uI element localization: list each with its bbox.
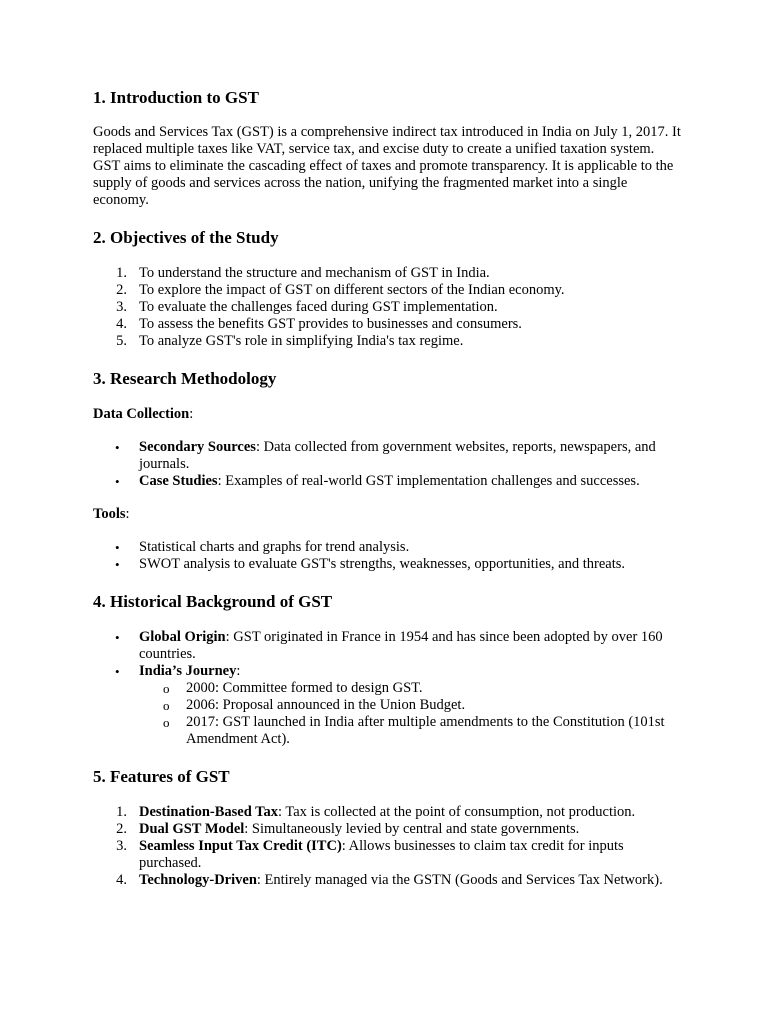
section-heading-methodology: 3. Research Methodology — [93, 369, 277, 388]
section-heading-introduction: 1. Introduction to GST — [93, 88, 259, 107]
list-item-text: : Data collected from government websites, reports, newspapers, and journals. — [139, 439, 656, 472]
data-collection-list — [93, 439, 683, 490]
list-item — [93, 838, 683, 872]
india-timeline-list — [139, 680, 683, 748]
list-item — [93, 439, 683, 473]
list-item-text: To evaluate the challenges faced during GST implementation. — [139, 299, 498, 315]
list-number: 4. — [116, 316, 127, 332]
list-item-term: Case Studies — [139, 473, 218, 489]
section-heading-objectives: 2. Objectives of the Study — [93, 228, 279, 247]
list-item — [93, 556, 683, 573]
list-number: 2. — [116, 282, 127, 298]
list-item-text: To assess the benefits GST provides to businesses and consumers. — [139, 316, 522, 332]
list-number: 3. — [116, 838, 127, 854]
list-item — [93, 663, 683, 680]
list-item-term: Seamless Input Tax Credit (ITC) — [139, 838, 342, 854]
list-item-term: Dual GST Model — [139, 821, 245, 837]
list-number: 2. — [116, 821, 127, 837]
list-item-text: To explore the impact of GST on different sectors of the Indian economy. — [139, 282, 565, 298]
bullet-icon: • — [115, 664, 120, 679]
bullet-icon: • — [115, 474, 120, 489]
list-item — [93, 299, 683, 316]
tools-label-text: Tools — [93, 506, 126, 522]
list-item — [93, 804, 683, 821]
timeline-item-text: 2017: GST launched in India after multiple amendments to the Constitution (101st Amendment Act). — [186, 714, 665, 747]
list-item-text: : Allows businesses to claim tax credit for inputs purchased. — [139, 838, 624, 871]
section-heading-features: 5. Features of GST — [93, 767, 230, 786]
bullet-icon: • — [115, 440, 120, 455]
list-item-term: Secondary Sources — [139, 439, 256, 455]
tools-list — [93, 539, 683, 573]
timeline-item-text: 2000: Committee formed to design GST. — [186, 680, 423, 696]
list-item — [93, 333, 683, 350]
list-item-term: Global Origin — [139, 629, 226, 645]
timeline-item — [139, 697, 683, 714]
bullet-icon: • — [115, 630, 120, 645]
document-page — [93, 87, 683, 889]
circle-bullet-icon: o — [163, 681, 170, 696]
list-number: 5. — [116, 333, 127, 349]
bullet-icon: • — [115, 540, 120, 555]
list-item-term: India’s Journey — [139, 663, 237, 679]
list-item-text: To analyze GST's role in simplifying India's tax regime. — [139, 333, 464, 349]
list-item-term: Technology-Driven — [139, 872, 257, 888]
circle-bullet-icon: o — [163, 698, 170, 713]
list-item-text: To understand the structure and mechanism of GST in India. — [139, 265, 490, 281]
list-item — [93, 872, 683, 889]
timeline-item — [139, 714, 683, 748]
list-item — [93, 282, 683, 299]
list-number: 1. — [116, 265, 127, 281]
list-number: 3. — [116, 299, 127, 315]
list-item — [93, 316, 683, 333]
timeline-item-text: 2006: Proposal announced in the Union Budget. — [186, 697, 466, 713]
list-item-text: Statistical charts and graphs for trend analysis. — [139, 539, 410, 555]
introduction-paragraph: Goods and Services Tax (GST) is a comprehensive indirect tax introduced in India on July 1, 2017. It replaced multiple taxes like VAT, service tax, and excise duty to create a unified taxation system. GST aims to eliminate the cascading effect of taxes and promote transparency. It is applicable to the supply of goods and services across the nation, unifying the fragmented market into a single economy. — [93, 124, 681, 208]
list-number: 4. — [116, 872, 127, 888]
objectives-list — [93, 265, 683, 350]
bullet-icon: • — [115, 557, 120, 572]
list-item-text: : GST originated in France in 1954 and has since been adopted by over 160 countries. — [139, 629, 663, 662]
list-item — [93, 821, 683, 838]
list-item — [93, 539, 683, 556]
list-item-text: : Tax is collected at the point of consumption, not production. — [278, 804, 636, 820]
list-item — [93, 473, 683, 490]
list-item-text: : — [236, 663, 241, 679]
list-item-text: : Simultaneously levied by central and state governments. — [244, 821, 580, 837]
data-collection-label: Data Collection: — [93, 406, 194, 422]
list-number: 1. — [116, 804, 127, 820]
data-collection-label-text: Data Collection — [93, 406, 190, 422]
list-item-text: : Examples of real-world GST implementation challenges and successes. — [217, 473, 640, 489]
circle-bullet-icon: o — [163, 715, 170, 730]
section-heading-history: 4. Historical Background of GST — [93, 592, 333, 611]
list-item — [93, 629, 683, 663]
features-list — [93, 804, 683, 889]
history-list — [93, 629, 683, 680]
list-item-term: Destination-Based Tax — [139, 804, 278, 820]
tools-label: Tools: — [93, 506, 130, 522]
timeline-item — [139, 680, 683, 697]
list-item-text: : Entirely managed via the GSTN (Goods and Services Tax Network). — [256, 872, 663, 888]
list-item-text: SWOT analysis to evaluate GST's strengths, weaknesses, opportunities, and threats. — [139, 556, 625, 572]
list-item — [93, 265, 683, 282]
